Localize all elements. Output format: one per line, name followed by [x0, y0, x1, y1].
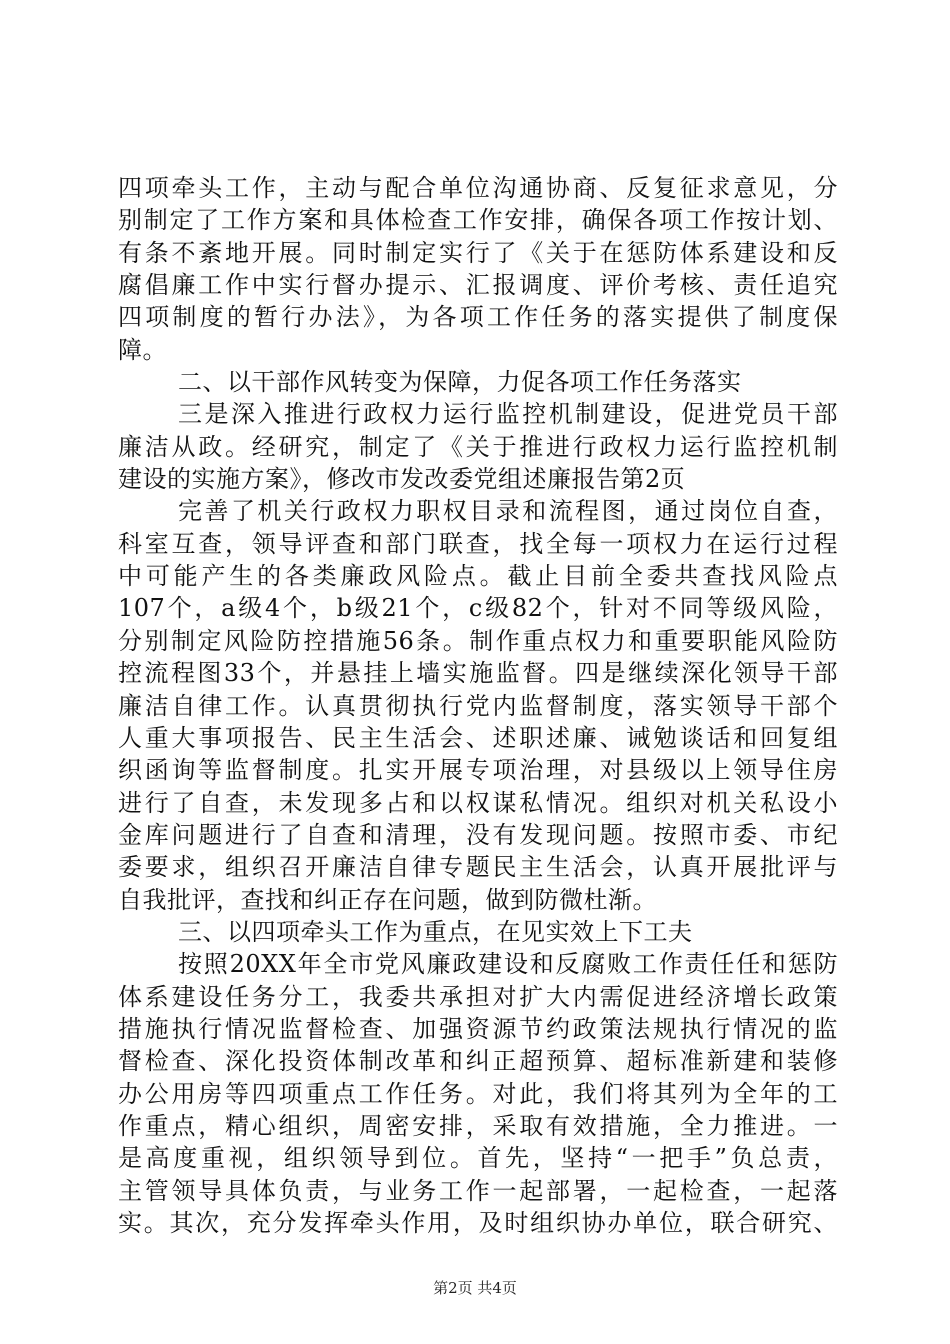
- text-line: 自我批评，查找和纠正存在问题，做到防微杜渐。: [118, 885, 657, 914]
- text-line: 四项牵头工作，主动与配合单位沟通协商、反复征求意见，分: [118, 174, 838, 202]
- text-line: 进行了自查，未发现多占和以权谋私情况。组织对机关私设小: [118, 788, 838, 817]
- text-line: 有条不紊地开展。同时制定实行了《关于在惩防体系建设和反: [118, 238, 838, 267]
- text-line: 办公用房等四项重点工作任务。对此，我们将其列为全年的工: [118, 1079, 838, 1108]
- text-line: 是高度重视，组织领导到位。首先，坚持“一把手”负总责，: [118, 1144, 838, 1173]
- section-heading: 二、以干部作风转变为保障，力促各项工作任务落实: [178, 368, 742, 397]
- text-line: 体系建设任务分工，我委共承担对扩大内需促进经济增长政策: [118, 982, 838, 1011]
- text-line: 中可能产生的各类廉政风险点。截止目前全委共查找风险点: [118, 562, 838, 591]
- text-line: 按照20XX年全市党风廉政建设和反腐败工作责任任和惩防: [178, 950, 838, 979]
- text-line: 控流程图33个，并悬挂上墙实施监督。四是继续深化领导干部: [118, 659, 838, 688]
- text-line: 完善了机关行政权力职权目录和流程图，通过岗位自查，: [178, 497, 838, 526]
- text-line: 廉洁从政。经研究，制定了《关于推进行政权力运行监控机制: [118, 432, 838, 461]
- text-line: 措施执行情况监督检查、加强资源节约政策法规执行情况的监: [118, 1014, 838, 1043]
- text-line: 四项制度的暂行办法》，为各项工作任务的落实提供了制度保: [118, 303, 838, 332]
- text-line: 督检查、深化投资体制改革和纠正超预算、超标准新建和装修: [118, 1047, 838, 1076]
- text-line: 障。: [118, 335, 167, 364]
- text-line: 三是深入推进行政权力运行监控机制建设，促进党员干部: [178, 400, 838, 429]
- text-line: 织函询等监督制度。扎实开展专项治理，对县级以上领导住房: [118, 756, 838, 785]
- text-line: 金库问题进行了自查和清理，没有发现问题。按照市委、市纪: [118, 820, 838, 849]
- text-line: 分别制定风险防控措施56条。制作重点权力和重要职能风险防: [118, 626, 838, 655]
- text-line: 委要求，组织召开廉洁自律专题民主生活会，认真开展批评与: [118, 853, 838, 882]
- document-body: [118, 172, 838, 1239]
- text-line: 107个，a级4个，b级21个，c级82个，针对不同等级风险，: [118, 594, 838, 623]
- text-line: 作重点，精心组织，周密安排，采取有效措施，全力推进。一: [118, 1111, 838, 1140]
- text-line: 别制定了工作方案和具体检查工作安排，确保各项工作按计划、: [118, 206, 838, 235]
- text-line: 科室互查，领导评查和部门联查，找全每一项权力在运行过程: [118, 529, 838, 558]
- text-line: 人重大事项报告、民主生活会、述职述廉、诫勉谈话和回复组: [118, 723, 838, 752]
- page-number-footer: 第2页 共4页: [433, 1279, 517, 1297]
- text-line: 腐倡廉工作中实行督办提示、汇报调度、评价考核、责任追究: [118, 271, 838, 300]
- text-line: 建设的实施方案》，修改市发改委党组述廉报告第2页: [118, 465, 686, 494]
- text-line: 实。其次，充分发挥牵头作用，及时组织协办单位，联合研究、: [118, 1209, 838, 1237]
- text-line: 主管领导具体负责，与业务工作一起部署，一起检查，一起落: [118, 1176, 838, 1205]
- text-line: 廉洁自律工作。认真贯彻执行党内监督制度，落实领导干部个: [118, 691, 838, 720]
- section-heading: 三、以四项牵头工作为重点，在见实效上下工夫: [178, 917, 693, 946]
